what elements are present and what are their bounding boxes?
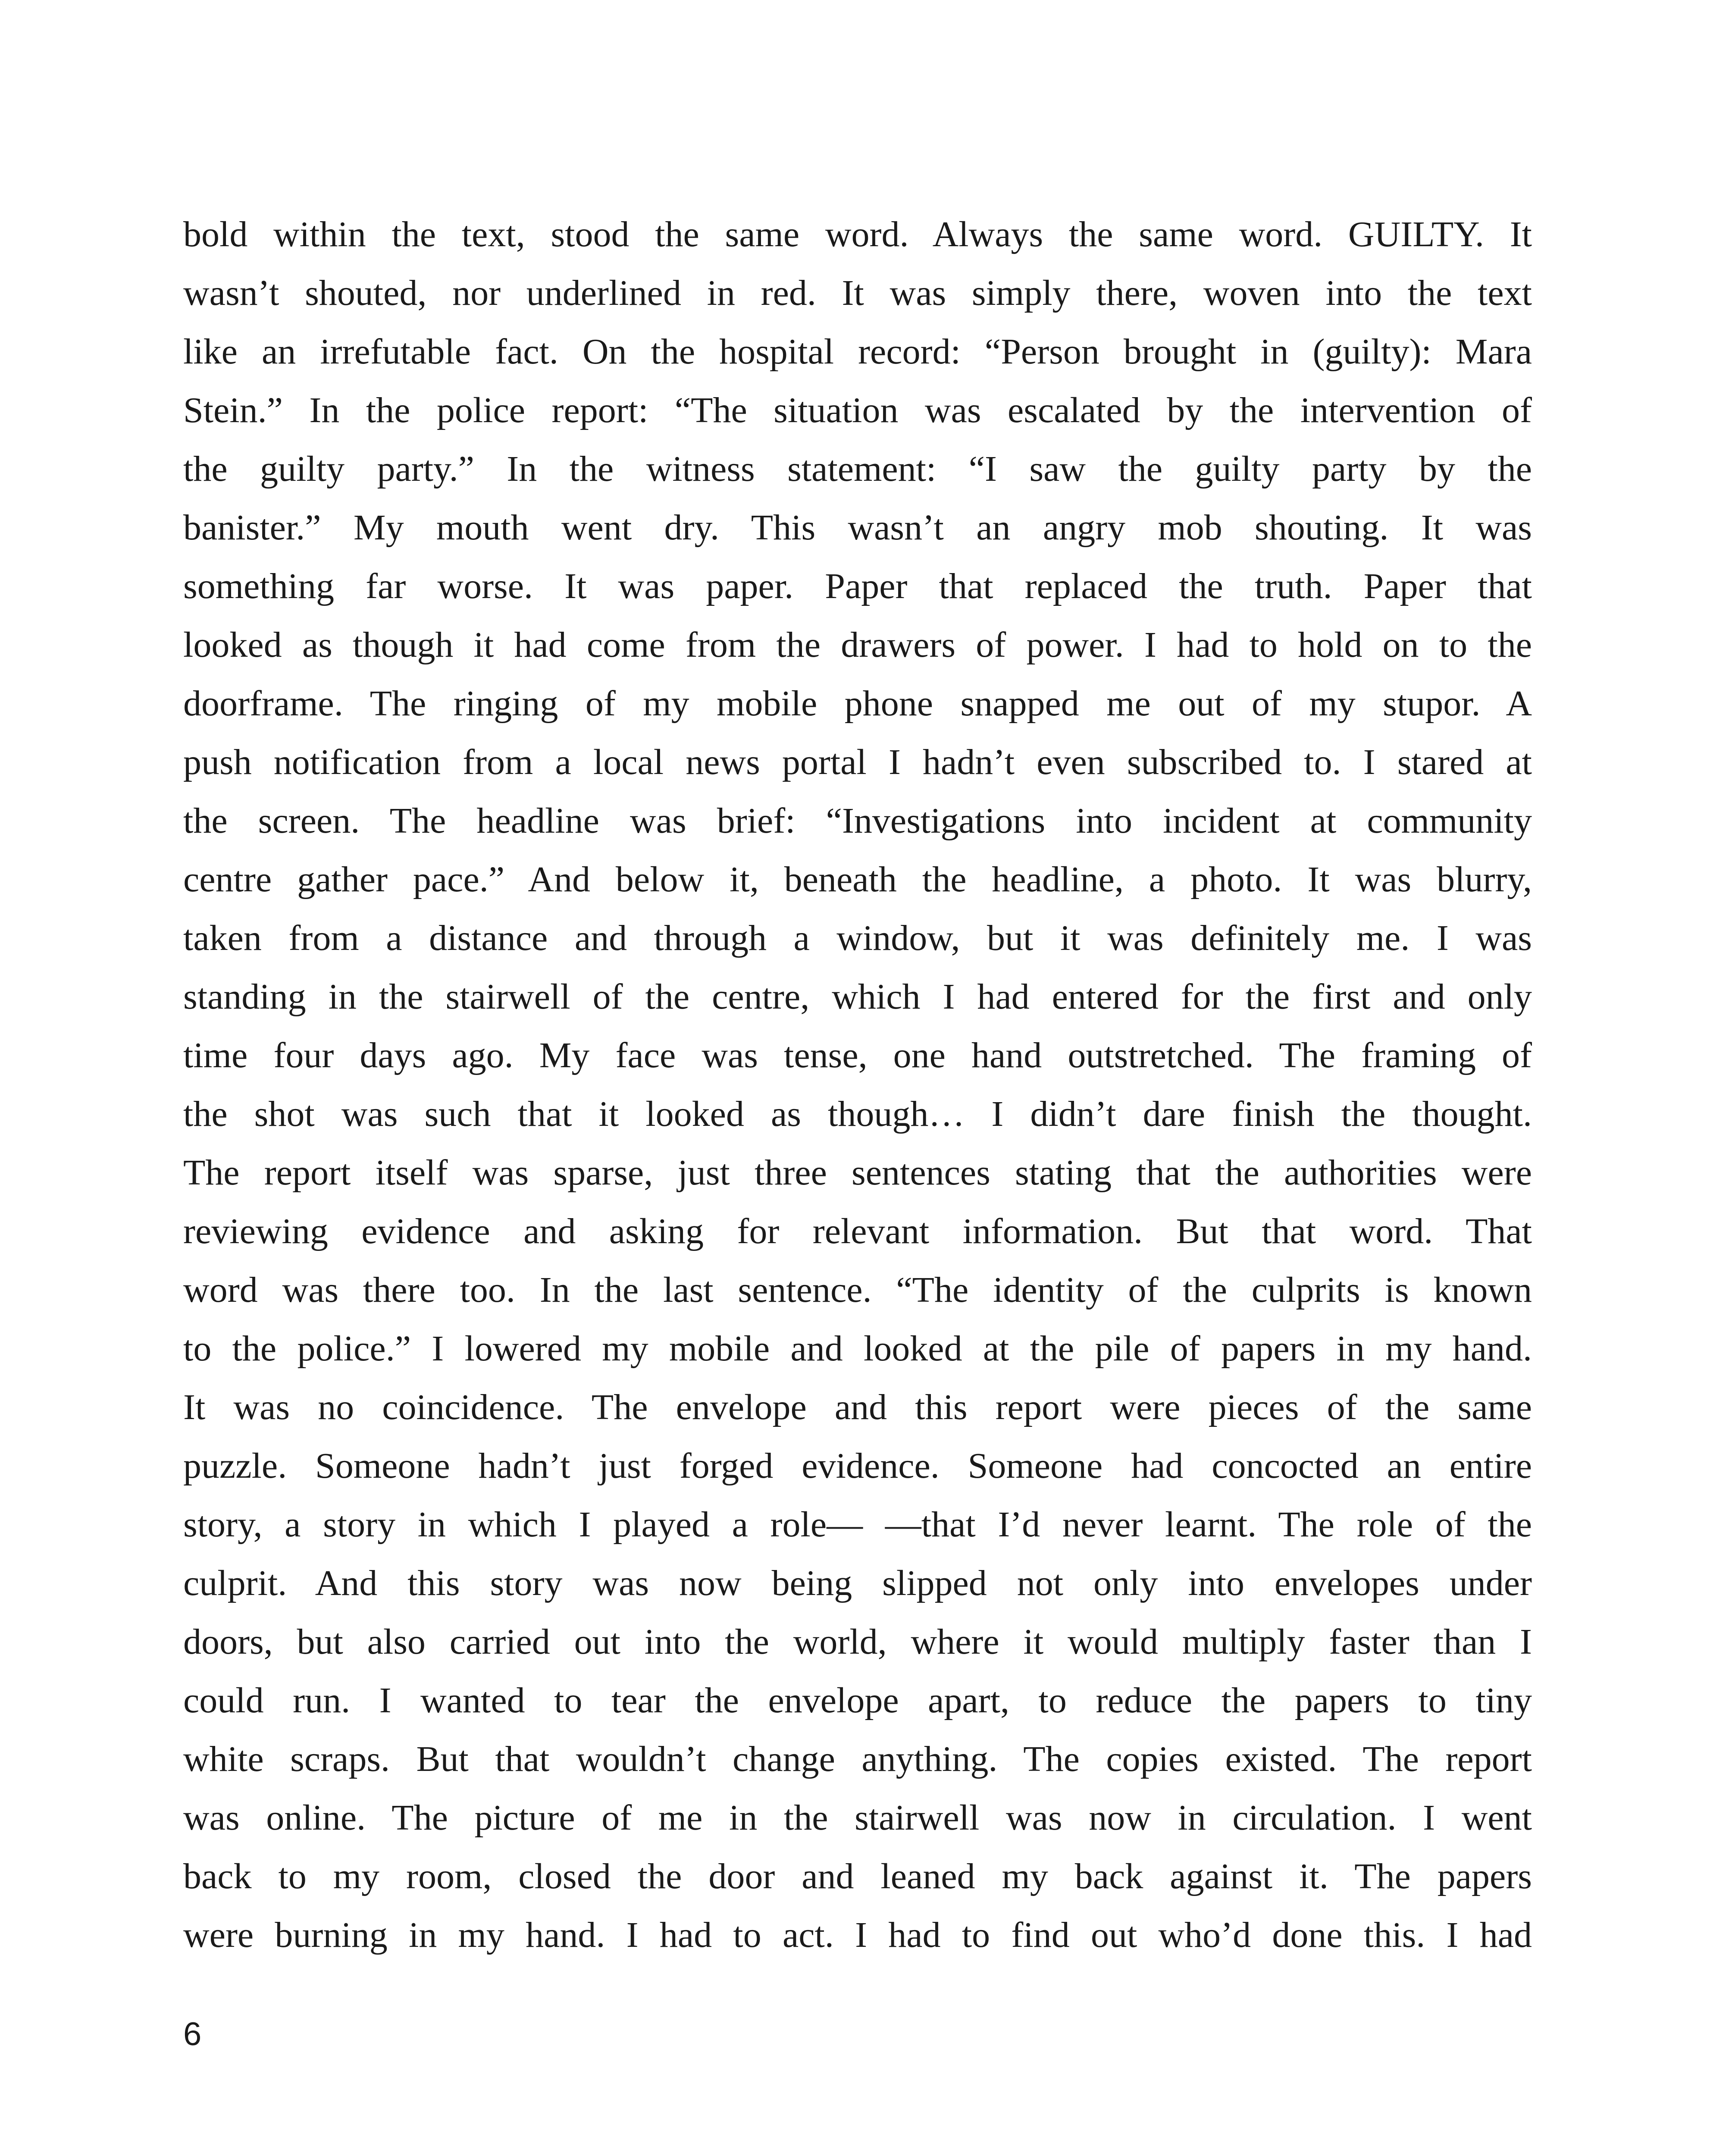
text-line: the guilty party.” In the witness statement: “I saw the guilty party by the	[183, 449, 1532, 489]
text-line: doors, but also carried out into the world, where it would multiply faster than I	[183, 1622, 1532, 1662]
text-line: bold within the text, stood the same word. Always the same word. GUILTY. It	[183, 214, 1532, 254]
text-line: the shot was such that it looked as though… I didn’t dare finish the thought.	[183, 1094, 1532, 1134]
text-line: time four days ago. My face was tense, one hand outstretched. The framing of	[183, 1035, 1532, 1075]
text-line: culprit. And this story was now being slipped not only into envelopes under	[183, 1563, 1532, 1603]
text-line: story, a story in which I played a role— —that I’d never learnt. The role of the	[183, 1504, 1532, 1545]
text-line: like an irrefutable fact. On the hospital record: “Person brought in (guilty): Mara	[183, 332, 1532, 372]
text-line: something far worse. It was paper. Paper that replaced the truth. Paper that	[183, 566, 1532, 606]
text-line: to the police.” I lowered my mobile and looked at the pile of papers in my hand.	[183, 1329, 1532, 1369]
text-line: banister.” My mouth went dry. This wasn’t an angry mob shouting. It was	[183, 508, 1532, 548]
text-line: taken from a distance and through a window, but it was definitely me. I was	[183, 918, 1532, 958]
text-line: were burning in my hand. I had to act. I had to find out who’d done this. I had	[183, 1915, 1532, 1955]
text-line: reviewing evidence and asking for relevant information. But that word. That	[183, 1211, 1532, 1251]
text-line: wasn’t shouted, nor underlined in red. It was simply there, woven into the text	[183, 273, 1532, 313]
text-line: back to my room, closed the door and leaned my back against it. The papers	[183, 1856, 1532, 1896]
text-line: The report itself was sparse, just three sentences stating that the authorities were	[183, 1153, 1532, 1193]
text-line: push notification from a local news portal I hadn’t even subscribed to. I stared at	[183, 742, 1532, 782]
text-line: It was no coincidence. The envelope and this report were pieces of the same	[183, 1387, 1532, 1427]
body-paragraph	[183, 205, 1532, 1965]
text-line: was online. The picture of me in the stairwell was now in circulation. I went	[183, 1798, 1532, 1838]
text-line: the screen. The headline was brief: “Investigations into incident at community	[183, 801, 1532, 841]
text-line: puzzle. Someone hadn’t just forged evidence. Someone had concocted an entire	[183, 1446, 1532, 1486]
text-line: could run. I wanted to tear the envelope apart, to reduce the papers to tiny	[183, 1680, 1532, 1720]
text-line: doorframe. The ringing of my mobile phone snapped me out of my stupor. A	[183, 683, 1532, 724]
text-line: centre gather pace.” And below it, beneath the headline, a photo. It was blurry,	[183, 859, 1532, 899]
text-line: Stein.” In the police report: “The situation was escalated by the intervention of	[183, 390, 1532, 430]
text-line: word was there too. In the last sentence. “The identity of the culprits is known	[183, 1270, 1532, 1310]
page-number: 6	[183, 2016, 202, 2053]
text-line: looked as though it had come from the drawers of power. I had to hold on to the	[183, 625, 1532, 665]
text-line: white scraps. But that wouldn’t change anything. The copies existed. The report	[183, 1739, 1532, 1779]
text-line: standing in the stairwell of the centre, which I had entered for the first and only	[183, 977, 1532, 1017]
